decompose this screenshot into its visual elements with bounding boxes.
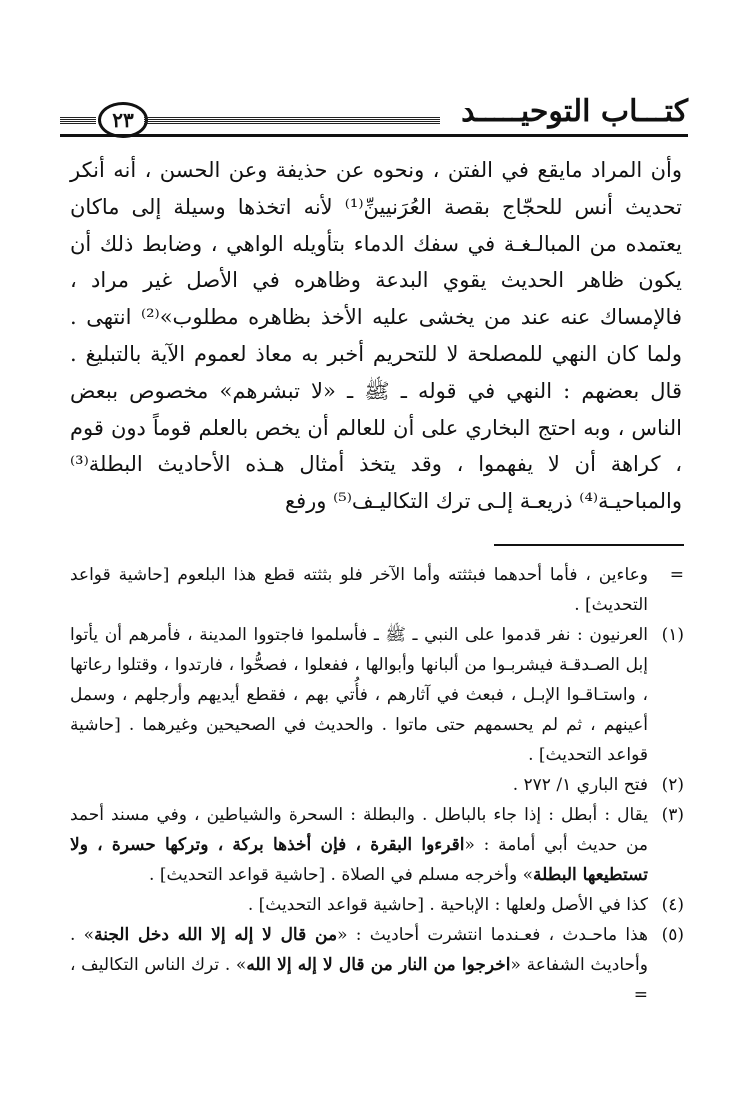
footnote-text [70, 620, 648, 770]
footnote-4 [70, 890, 684, 920]
footnote-marker: (٥) [661, 925, 684, 945]
footnote-text-part: » . ترك الناس التكاليف ، = [70, 955, 648, 1005]
footnote-text-part: هذا ماحـدث ، فعـندما انتشرت أحاديث : « [337, 925, 648, 945]
footnote-text-part: العرنيون : نفر قدموا على النبي ـ ﷺ ـ فأسلموا فاجتووا المدينة ، فأمرهم أن يأتوا إبل الصـدقـة فيشربـوا من ألبانها وأبوالها ، ففعلوا ، فصحُّوا ، فارتدوا ، وقتلوا رعاتها ، واستـاقـوا الإبـل ، فبعث في آثارهم ، فأُتي بهم ، فقطع أيديهم وأرجلهم ، وسمل أعينهم ، ثم لم يحسمهم حتى ماتوا . والحديث في الصحيحين وغيرهما . [حاشية قواعد التحديث] . [70, 625, 648, 765]
footnote-3 [70, 800, 684, 890]
footnote-text-part: فتح الباري ١/ ٢٧٢ . [512, 775, 648, 795]
main-paragraph: وأن المراد مايقع في الفتن ، ونحوه عن حذيفة وعن الحسن ، أنه أنكر تحديث أنس للحجّاج بقصة العُرَنيينِّ⁽¹⁾ لأنه اتخذها وسيلة إلى ماكان يعتمده من المبالـغـة في سفك الدماء بتأويله الواهي ، وضابط ذلك أن يكون ظاهر الحديث يقوي البدعة وظاهره في الأصل غير مراد ، فالإمساك عنه عند من يخشى عليه الأخذ بظاهره مطلوب»⁽²⁾ انتهى . ولما كان النهي للمصلحة لا للتحريم أخبر به معاذ لعموم الآية بالتبليغ . قال بعضهم : النهي في قوله ـ ﷺ ـ «لا تبشرهم» مخصوص ببعض الناس ، وبه احتج البخاري على أن للعالم أن يخص بالعلم قوماً دون قوم ، كراهة أن لا يفهموا ، وقد يتخذ أمثال هـذه الأحاديث البطلة⁽³⁾ والمباحيـة⁽⁴⁾ ذريعـة إلـى ترك التكاليـف⁽⁵⁾ ورفع [70, 158, 682, 514]
footnote-continuation [70, 560, 684, 620]
footnote-marker: (٣) [661, 805, 684, 825]
footnote-text [70, 800, 648, 890]
hadith-quote: اقرءوا البقرة ، فإن أخذها بركة ، وتركها حسرة ، ولا تستطيعها البطلة [70, 835, 648, 885]
footnote-1 [70, 620, 684, 770]
footnote-text [70, 890, 648, 920]
footnote-text-part: يقال : أبطل : إذا جاء بالباطل . والبطلة : السحرة والشياطين ، وفي مسند أحمد من حديث أبي أمامة : « [70, 805, 648, 855]
running-title: كتـــاب التوحيـــــد [461, 94, 688, 129]
footnote-text-part: » . وأحاديث الشفاعة « [70, 925, 648, 975]
main-text [70, 152, 682, 520]
footnote-marker: (١) [661, 625, 684, 645]
footnote-2 [70, 770, 684, 800]
footnote-marker: = [669, 565, 684, 585]
footnotes [70, 560, 684, 1030]
page-header [60, 92, 688, 144]
hadith-quote: من قال لا إله إلا الله دخل الجنة [94, 925, 338, 945]
footnote-text [70, 770, 648, 800]
footnote-marker: (٢) [661, 775, 684, 795]
hadith-quote: اخرجوا من النار من قال لا إله إلا الله [246, 955, 511, 975]
footnote-text-part: وعاءين ، فأما أحدهما فبثثته وأما الآخر فلو بثثته قطع هذا البلعوم [حاشية قواعد التحديث] . [70, 565, 648, 615]
footnote-text-part: كذا في الأصل ولعلها : الإباحية . [حاشية قواعد التحديث] . [247, 895, 648, 915]
footnote-text-part: » وأخرجه مسلم في الصلاة . [حاشية قواعد التحديث] . [149, 865, 534, 885]
footnote-text [70, 920, 648, 1010]
footnote-5 [70, 920, 684, 1010]
footnote-text [70, 560, 648, 620]
page-number: ٢٣ [98, 102, 148, 138]
footnote-separator [494, 544, 684, 546]
header-ornament-right [144, 116, 440, 124]
header-ornament-left [60, 116, 96, 124]
header-rule [60, 134, 688, 137]
footnote-marker: (٤) [661, 895, 684, 915]
